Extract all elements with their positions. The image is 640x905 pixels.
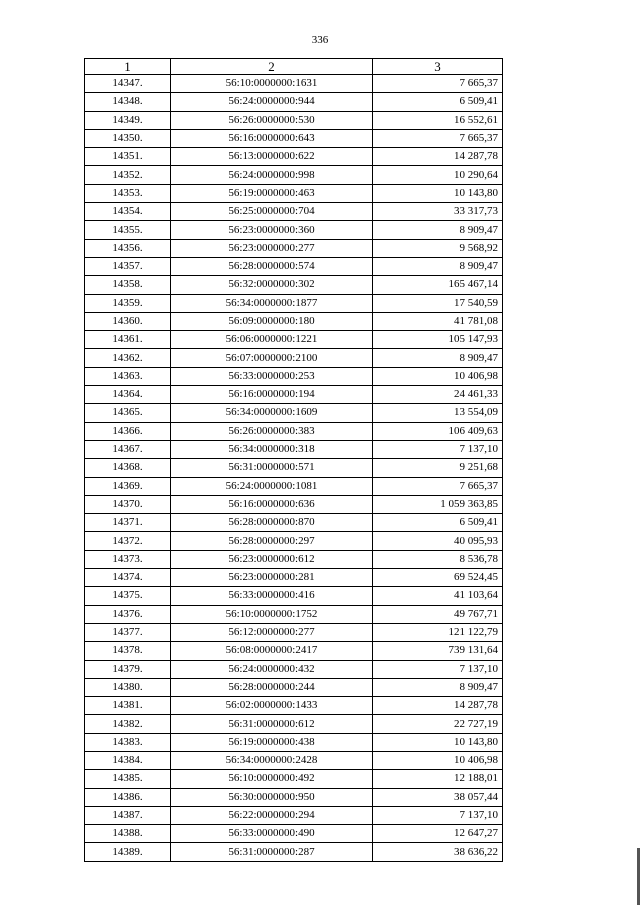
value-cell: 7 137,10 bbox=[373, 440, 503, 458]
cadastral-number-cell: 56:34:0000000:1877 bbox=[171, 294, 373, 312]
cadastral-number-cell: 56:24:0000000:1081 bbox=[171, 477, 373, 495]
row-number-cell: 14348. bbox=[85, 93, 171, 111]
row-number-cell: 14380. bbox=[85, 678, 171, 696]
cadastral-number-cell: 56:28:0000000:297 bbox=[171, 532, 373, 550]
table-row bbox=[85, 404, 503, 422]
value-cell: 24 461,33 bbox=[373, 386, 503, 404]
row-number-cell: 14379. bbox=[85, 660, 171, 678]
cadastral-number-cell: 56:10:0000000:492 bbox=[171, 770, 373, 788]
table-row bbox=[85, 184, 503, 202]
row-number-cell: 14386. bbox=[85, 788, 171, 806]
column-header-3: 3 bbox=[373, 59, 503, 75]
value-cell: 8 909,47 bbox=[373, 678, 503, 696]
value-cell: 69 524,45 bbox=[373, 569, 503, 587]
row-number-cell: 14352. bbox=[85, 166, 171, 184]
row-number-cell: 14377. bbox=[85, 623, 171, 641]
value-cell: 10 406,98 bbox=[373, 751, 503, 769]
value-cell: 8 536,78 bbox=[373, 550, 503, 568]
cadastral-number-cell: 56:16:0000000:194 bbox=[171, 386, 373, 404]
table-row bbox=[85, 660, 503, 678]
row-number-cell: 14385. bbox=[85, 770, 171, 788]
row-number-cell: 14353. bbox=[85, 184, 171, 202]
cadastral-number-cell: 56:13:0000000:622 bbox=[171, 148, 373, 166]
row-number-cell: 14355. bbox=[85, 221, 171, 239]
row-number-cell: 14367. bbox=[85, 440, 171, 458]
row-number-cell: 14351. bbox=[85, 148, 171, 166]
cadastral-number-cell: 56:26:0000000:383 bbox=[171, 422, 373, 440]
table-row bbox=[85, 788, 503, 806]
table-row bbox=[85, 459, 503, 477]
value-cell: 121 122,79 bbox=[373, 623, 503, 641]
cadastral-number-cell: 56:10:0000000:1631 bbox=[171, 75, 373, 93]
row-number-cell: 14356. bbox=[85, 239, 171, 257]
value-cell: 8 909,47 bbox=[373, 349, 503, 367]
cadastral-number-cell: 56:26:0000000:530 bbox=[171, 111, 373, 129]
table-row bbox=[85, 825, 503, 843]
row-number-cell: 14350. bbox=[85, 129, 171, 147]
table-row bbox=[85, 331, 503, 349]
cadastral-number-cell: 56:28:0000000:574 bbox=[171, 257, 373, 275]
value-cell: 1 059 363,85 bbox=[373, 495, 503, 513]
row-number-cell: 14354. bbox=[85, 203, 171, 221]
row-number-cell: 14378. bbox=[85, 642, 171, 660]
row-number-cell: 14368. bbox=[85, 459, 171, 477]
table-row bbox=[85, 422, 503, 440]
row-number-cell: 14376. bbox=[85, 605, 171, 623]
row-number-cell: 14372. bbox=[85, 532, 171, 550]
value-cell: 40 095,93 bbox=[373, 532, 503, 550]
cadastral-number-cell: 56:31:0000000:287 bbox=[171, 843, 373, 861]
row-number-cell: 14360. bbox=[85, 312, 171, 330]
table-row bbox=[85, 93, 503, 111]
cadastral-number-cell: 56:23:0000000:360 bbox=[171, 221, 373, 239]
value-cell: 9 568,92 bbox=[373, 239, 503, 257]
value-cell: 7 665,37 bbox=[373, 477, 503, 495]
table-row bbox=[85, 532, 503, 550]
cadastral-number-cell: 56:08:0000000:2417 bbox=[171, 642, 373, 660]
value-cell: 7 665,37 bbox=[373, 75, 503, 93]
table-row bbox=[85, 440, 503, 458]
header-row bbox=[85, 59, 503, 75]
value-cell: 16 552,61 bbox=[373, 111, 503, 129]
cadastral-number-cell: 56:22:0000000:294 bbox=[171, 806, 373, 824]
table-row bbox=[85, 623, 503, 641]
row-number-cell: 14371. bbox=[85, 514, 171, 532]
table-row bbox=[85, 239, 503, 257]
row-number-cell: 14375. bbox=[85, 587, 171, 605]
value-cell: 105 147,93 bbox=[373, 331, 503, 349]
table-row bbox=[85, 221, 503, 239]
table-row bbox=[85, 75, 503, 93]
cadastral-number-cell: 56:07:0000000:2100 bbox=[171, 349, 373, 367]
value-cell: 7 137,10 bbox=[373, 806, 503, 824]
cadastral-number-cell: 56:23:0000000:612 bbox=[171, 550, 373, 568]
table-row bbox=[85, 678, 503, 696]
row-number-cell: 14388. bbox=[85, 825, 171, 843]
table-row bbox=[85, 367, 503, 385]
row-number-cell: 14373. bbox=[85, 550, 171, 568]
cadastral-number-cell: 56:24:0000000:432 bbox=[171, 660, 373, 678]
value-cell: 10 143,80 bbox=[373, 184, 503, 202]
row-number-cell: 14362. bbox=[85, 349, 171, 367]
row-number-cell: 14365. bbox=[85, 404, 171, 422]
table-row bbox=[85, 312, 503, 330]
value-cell: 12 188,01 bbox=[373, 770, 503, 788]
row-number-cell: 14366. bbox=[85, 422, 171, 440]
cadastral-number-cell: 56:25:0000000:704 bbox=[171, 203, 373, 221]
row-number-cell: 14357. bbox=[85, 257, 171, 275]
row-number-cell: 14369. bbox=[85, 477, 171, 495]
cadastral-number-cell: 56:31:0000000:612 bbox=[171, 715, 373, 733]
row-number-cell: 14347. bbox=[85, 75, 171, 93]
value-cell: 10 290,64 bbox=[373, 166, 503, 184]
row-number-cell: 14389. bbox=[85, 843, 171, 861]
value-cell: 10 143,80 bbox=[373, 733, 503, 751]
table-row bbox=[85, 477, 503, 495]
value-cell: 739 131,64 bbox=[373, 642, 503, 660]
cadastral-number-cell: 56:19:0000000:438 bbox=[171, 733, 373, 751]
cadastral-number-cell: 56:09:0000000:180 bbox=[171, 312, 373, 330]
cadastral-number-cell: 56:33:0000000:490 bbox=[171, 825, 373, 843]
table-row bbox=[85, 569, 503, 587]
row-number-cell: 14384. bbox=[85, 751, 171, 769]
row-number-cell: 14361. bbox=[85, 331, 171, 349]
value-cell: 12 647,27 bbox=[373, 825, 503, 843]
cadastral-number-cell: 56:06:0000000:1221 bbox=[171, 331, 373, 349]
value-cell: 41 103,64 bbox=[373, 587, 503, 605]
value-cell: 49 767,71 bbox=[373, 605, 503, 623]
table-row bbox=[85, 715, 503, 733]
registry-table bbox=[84, 58, 503, 862]
cadastral-number-cell: 56:12:0000000:277 bbox=[171, 623, 373, 641]
cadastral-number-cell: 56:33:0000000:253 bbox=[171, 367, 373, 385]
row-number-cell: 14359. bbox=[85, 294, 171, 312]
cadastral-number-cell: 56:34:0000000:2428 bbox=[171, 751, 373, 769]
value-cell: 6 509,41 bbox=[373, 93, 503, 111]
table-row bbox=[85, 386, 503, 404]
page-number: 336 bbox=[311, 34, 329, 46]
table-row bbox=[85, 111, 503, 129]
table-row bbox=[85, 751, 503, 769]
value-cell: 106 409,63 bbox=[373, 422, 503, 440]
row-number-cell: 14383. bbox=[85, 733, 171, 751]
table-row bbox=[85, 550, 503, 568]
table-row bbox=[85, 349, 503, 367]
value-cell: 9 251,68 bbox=[373, 459, 503, 477]
cadastral-number-cell: 56:16:0000000:643 bbox=[171, 129, 373, 147]
column-header-2: 2 bbox=[171, 59, 373, 75]
cadastral-number-cell: 56:23:0000000:281 bbox=[171, 569, 373, 587]
cadastral-number-cell: 56:02:0000000:1433 bbox=[171, 697, 373, 715]
row-number-cell: 14349. bbox=[85, 111, 171, 129]
value-cell: 13 554,09 bbox=[373, 404, 503, 422]
table-row bbox=[85, 203, 503, 221]
table-row bbox=[85, 733, 503, 751]
value-cell: 7 665,37 bbox=[373, 129, 503, 147]
table-row bbox=[85, 166, 503, 184]
cadastral-number-cell: 56:19:0000000:463 bbox=[171, 184, 373, 202]
row-number-cell: 14381. bbox=[85, 697, 171, 715]
value-cell: 14 287,78 bbox=[373, 697, 503, 715]
value-cell: 14 287,78 bbox=[373, 148, 503, 166]
table-row bbox=[85, 843, 503, 861]
table-row bbox=[85, 276, 503, 294]
value-cell: 41 781,08 bbox=[373, 312, 503, 330]
value-cell: 38 057,44 bbox=[373, 788, 503, 806]
value-cell: 7 137,10 bbox=[373, 660, 503, 678]
table-row bbox=[85, 697, 503, 715]
value-cell: 8 909,47 bbox=[373, 257, 503, 275]
value-cell: 17 540,59 bbox=[373, 294, 503, 312]
table-row bbox=[85, 257, 503, 275]
cadastral-number-cell: 56:34:0000000:1609 bbox=[171, 404, 373, 422]
table-row bbox=[85, 642, 503, 660]
row-number-cell: 14382. bbox=[85, 715, 171, 733]
cadastral-number-cell: 56:16:0000000:636 bbox=[171, 495, 373, 513]
value-cell: 33 317,73 bbox=[373, 203, 503, 221]
cadastral-number-cell: 56:23:0000000:277 bbox=[171, 239, 373, 257]
value-cell: 38 636,22 bbox=[373, 843, 503, 861]
row-number-cell: 14363. bbox=[85, 367, 171, 385]
table-row bbox=[85, 495, 503, 513]
table-row bbox=[85, 514, 503, 532]
value-cell: 8 909,47 bbox=[373, 221, 503, 239]
table-row bbox=[85, 148, 503, 166]
value-cell: 165 467,14 bbox=[373, 276, 503, 294]
row-number-cell: 14387. bbox=[85, 806, 171, 824]
table-row bbox=[85, 129, 503, 147]
row-number-cell: 14370. bbox=[85, 495, 171, 513]
cadastral-number-cell: 56:24:0000000:998 bbox=[171, 166, 373, 184]
table-row bbox=[85, 587, 503, 605]
table-row bbox=[85, 806, 503, 824]
table-row bbox=[85, 294, 503, 312]
cadastral-number-cell: 56:24:0000000:944 bbox=[171, 93, 373, 111]
table-row bbox=[85, 605, 503, 623]
cadastral-number-cell: 56:28:0000000:870 bbox=[171, 514, 373, 532]
cadastral-number-cell: 56:33:0000000:416 bbox=[171, 587, 373, 605]
row-number-cell: 14358. bbox=[85, 276, 171, 294]
cadastral-number-cell: 56:30:0000000:950 bbox=[171, 788, 373, 806]
cadastral-number-cell: 56:34:0000000:318 bbox=[171, 440, 373, 458]
value-cell: 6 509,41 bbox=[373, 514, 503, 532]
table-row bbox=[85, 770, 503, 788]
value-cell: 10 406,98 bbox=[373, 367, 503, 385]
column-header-1: 1 bbox=[85, 59, 171, 75]
value-cell: 22 727,19 bbox=[373, 715, 503, 733]
cadastral-number-cell: 56:32:0000000:302 bbox=[171, 276, 373, 294]
row-number-cell: 14364. bbox=[85, 386, 171, 404]
cadastral-number-cell: 56:31:0000000:571 bbox=[171, 459, 373, 477]
cadastral-number-cell: 56:10:0000000:1752 bbox=[171, 605, 373, 623]
row-number-cell: 14374. bbox=[85, 569, 171, 587]
cadastral-number-cell: 56:28:0000000:244 bbox=[171, 678, 373, 696]
